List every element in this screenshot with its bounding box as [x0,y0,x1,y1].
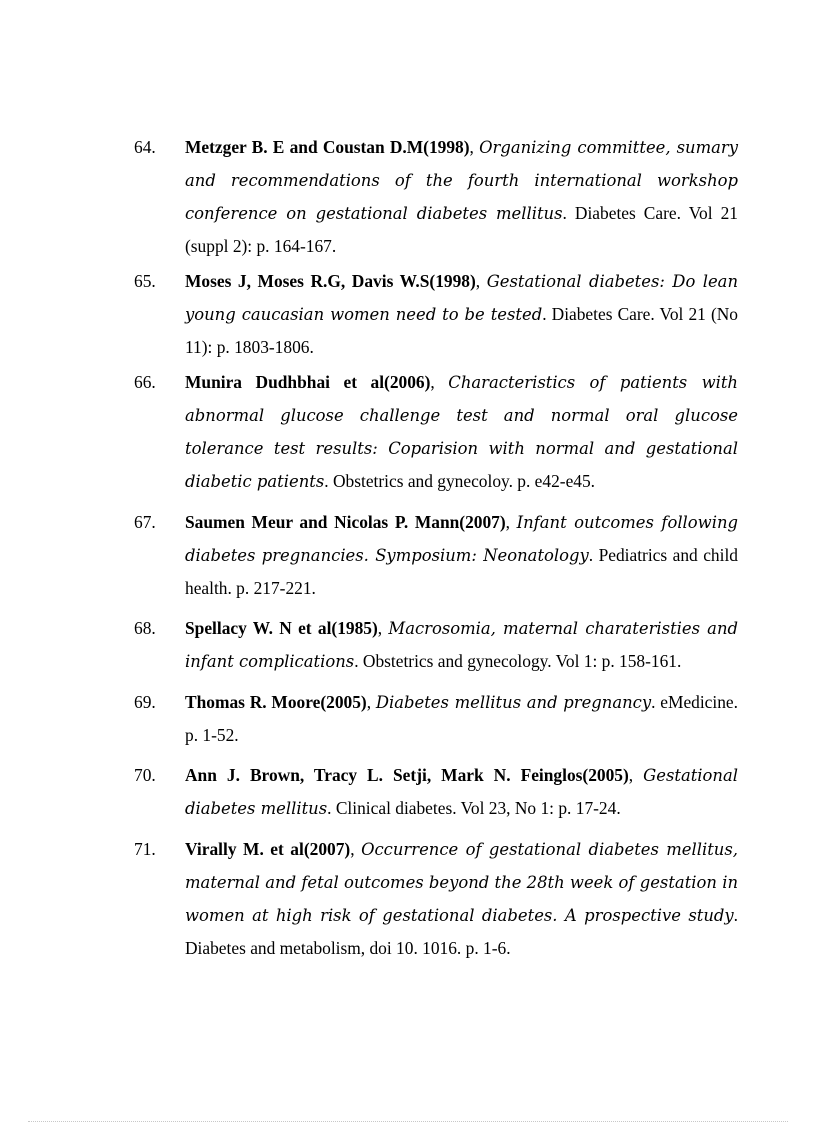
reference-text [185,686,738,751]
reference-source: . eMedicine. p. 1-52. [185,692,738,745]
reference-authors: Virally M. et al(2007) [185,839,351,859]
reference-text [185,366,738,498]
reference-authors: Ann J. Brown, Tracy L. Setji, Mark N. Feinglos(2005) [185,765,629,785]
reference-number: 71. [134,839,156,859]
reference-item [134,131,738,262]
reference-title: Gestational diabetes mellitus [185,766,738,818]
reference-item [134,506,738,604]
reference-item [134,833,738,964]
reference-authors: Metzger B. E and Coustan D.M(1998) [185,137,470,157]
reference-title: Organizing committee, sumary and recommendations of the fourth international workshop conference on gestational diabetes mellitus [185,138,738,223]
reference-source: . Diabetes and metabolism, doi 10. 1016. p. 1-6. [185,905,738,958]
reference-separator: , [475,271,487,291]
reference-title: Gestational diabetes: Do lean young caucasian women need to be tested [185,272,739,324]
reference-source: . Diabetes Care. Vol 21 (suppl 2): p. 164-167. [185,203,738,256]
reference-authors: Saumen Meur and Nicolas P. Mann(2007) [185,512,506,532]
reference-separator: , [628,765,644,785]
reference-separator: , [366,692,376,712]
reference-text [185,833,738,964]
reference-number: 68. [134,618,156,638]
reference-text [185,759,738,825]
reference-item [134,612,738,678]
reference-number: 70. [134,765,156,785]
reference-separator: , [377,618,389,638]
reference-separator: , [469,137,480,157]
reference-title: Diabetes mellitus and pregnancy [375,693,652,712]
reference-authors: Thomas R. Moore(2005) [185,692,367,712]
reference-item [134,265,738,363]
reference-source: . Diabetes Care. Vol 21 (No 11): p. 1803-1806. [185,304,738,357]
reference-source: . Obstetrics and gynecoloy. p. e42-e45. [324,471,596,491]
reference-item [134,366,738,498]
reference-source: . Pediatrics and child health. p. 217-221. [185,545,738,598]
reference-number: 65. [134,271,156,291]
reference-item [134,759,738,825]
reference-separator: , [350,839,362,859]
reference-item [134,686,738,751]
reference-text [185,612,738,678]
reference-title: Macrosomia, maternal charateristies and infant complications [185,619,738,671]
reference-authors: Spellacy W. N et al(1985) [185,618,378,638]
reference-number: 69. [134,692,156,712]
reference-title: Occurrence of gestational diabetes mellitus, maternal and fetal outcomes beyond the 28th week of gestation in women at high risk of gestational diabetes. A prospective study [185,840,738,925]
reference-number: 66. [134,372,156,392]
reference-number: 64. [134,137,156,157]
reference-text [185,506,738,604]
reference-authors: Munira Dudhbhai et al(2006) [185,372,431,392]
reference-list [134,131,738,964]
page-bottom-divider [28,1121,788,1122]
reference-source: . Obstetrics and gynecology. Vol 1: p. 158-161. [354,651,682,671]
reference-source: . Clinical diabetes. Vol 23, No 1: p. 17-24. [327,798,621,818]
reference-text [185,131,738,262]
reference-authors: Moses J, Moses R.G, Davis W.S(1998) [185,271,476,291]
reference-title: Characteristics of patients with abnormal glucose challenge test and normal oral glucose tolerance test results: Coparision with normal and gestational diabetic patients [185,373,738,491]
reference-text [185,265,738,363]
reference-separator: , [505,512,517,532]
reference-number: 67. [134,512,156,532]
reference-separator: , [430,372,449,392]
reference-title: Infant outcomes following diabetes pregnancies. Symposium: Neonatology [185,513,738,565]
